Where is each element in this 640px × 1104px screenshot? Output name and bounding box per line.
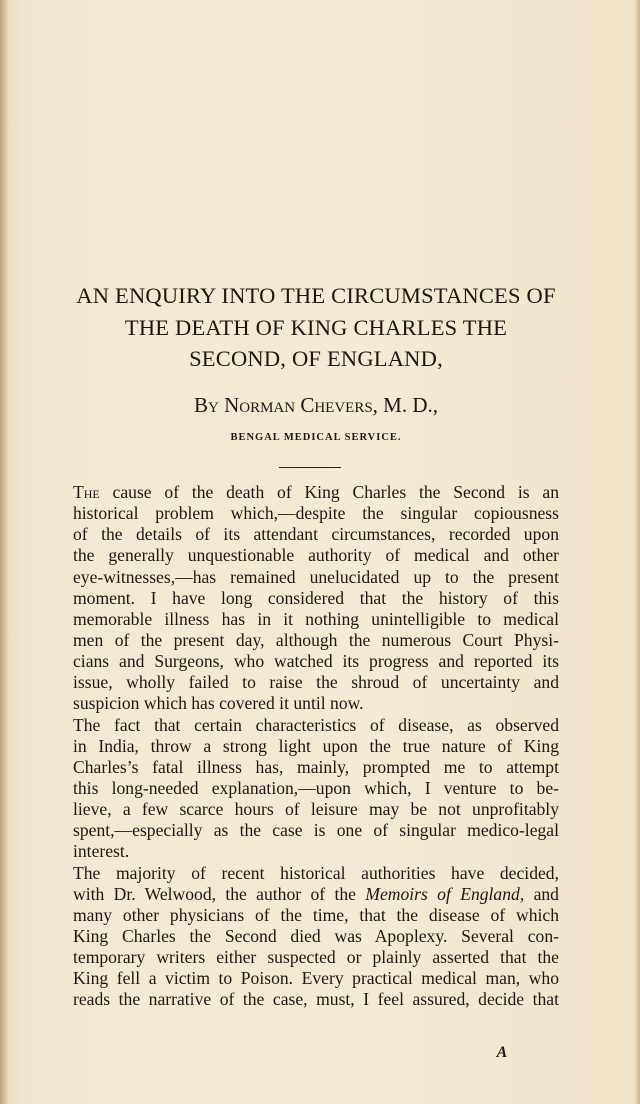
body-line: memorable illness has in it nothing unintelligible to medical	[73, 608, 559, 629]
title-line-3: SECOND, OF ENGLAND,	[189, 346, 443, 371]
author-byline: By Norman Chevers, M. D.,	[193, 393, 439, 417]
body-line: The majority of recent historical authorities have decided,	[73, 862, 559, 883]
body-line: eye-witnesses,—has remained unelucidated up to the present	[73, 566, 559, 587]
body-line: The fact that certain characteristics of disease, as observed	[73, 714, 559, 735]
body-line	[73, 884, 559, 905]
body-line: King Charles the Second died was Apoplexy. Several con-	[73, 925, 559, 946]
body-line: the generally unquestionable authority of medical and other	[73, 545, 559, 566]
signature-mark: A	[496, 1044, 508, 1061]
title-line-1: AN ENQUIRY INTO THE CIRCUMSTANCES OF	[76, 283, 556, 308]
body-line	[73, 482, 559, 503]
body-line: temporary writers either suspected or plainly asserted that the	[73, 947, 559, 968]
body-line: issue, wholly failed to raise the shroud of uncertainty and	[73, 672, 559, 693]
body-line: spent,—especially as the case is one of singular medico-legal	[73, 820, 559, 841]
body-line: reads the narrative of the case, must, I feel assured, decide that	[73, 989, 559, 1010]
body-line: interest.	[73, 841, 130, 862]
article-body	[73, 482, 559, 1011]
body-line: of the details of its attendant circumstances, recorded upon	[73, 524, 559, 545]
section-rule	[279, 467, 341, 468]
body-line: men of the present day, although the numerous Court Physi-	[73, 629, 559, 650]
title-line-2: THE DEATH OF KING CHARLES THE	[124, 315, 508, 340]
body-line: cians and Surgeons, who watched its progress and reported its	[73, 651, 559, 672]
page-right-edge	[634, 0, 640, 1104]
body-line: many other physicians of the time, that the disease of which	[73, 904, 559, 925]
body-line: moment. I have long considered that the history of this	[73, 587, 559, 608]
book-title-italic: Memoirs of England,	[365, 883, 525, 904]
body-line: this long-needed explanation,—upon which, I venture to be-	[73, 777, 559, 798]
body-line: King fell a victim to Poison. Every practical medical man, who	[73, 968, 559, 989]
body-line-text: and	[524, 883, 559, 904]
body-line: lieve, a few scarce hours of leisure may be not unprofitably	[73, 799, 559, 820]
body-line: Charles’s fatal illness has, mainly, prompted me to attempt	[73, 756, 559, 777]
body-line-text: with Dr. Welwood, the author of the	[73, 883, 366, 904]
body-line: historical problem which,—despite the singular copiousness	[73, 503, 559, 524]
opening-word: The	[73, 482, 100, 502]
body-line: in India, throw a strong light upon the true nature of King	[73, 735, 559, 756]
body-line-text: cause of the death of King Charles the Second is an	[99, 482, 559, 502]
author-service: BENGAL MEDICAL SERVICE.	[230, 432, 402, 443]
page-spine-edge	[0, 0, 9, 1104]
body-line: suspicion which has covered it until now.	[73, 693, 364, 714]
